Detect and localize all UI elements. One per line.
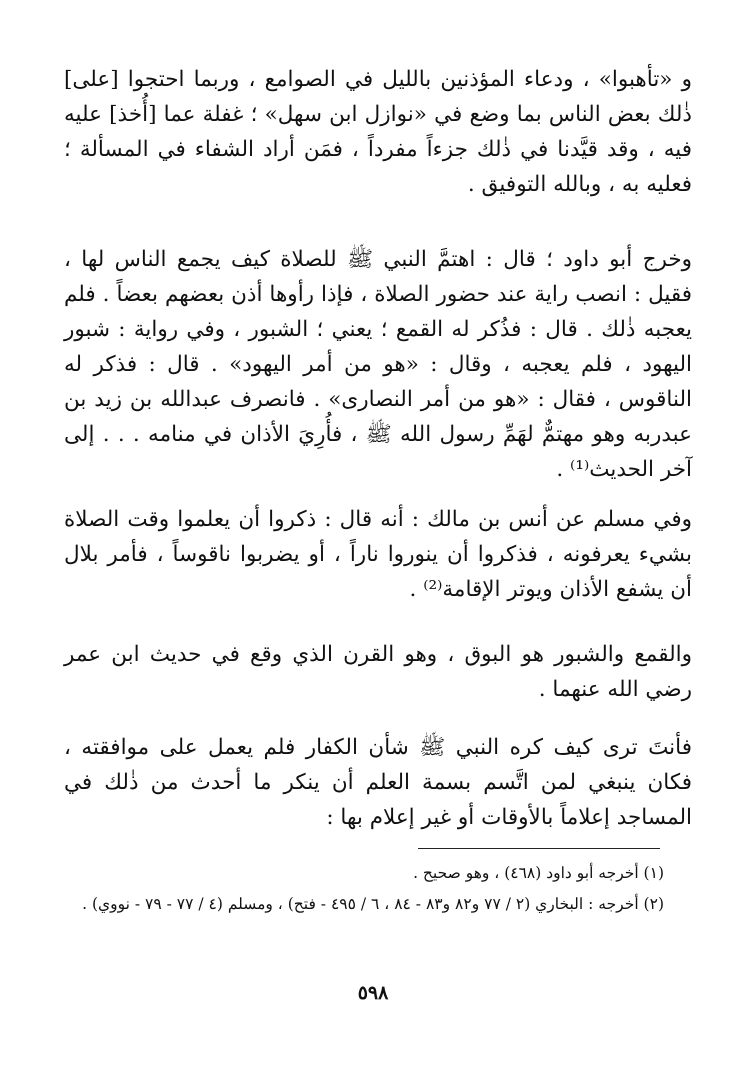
paragraph-5: فأنتَ ترى كيف كره النبي ﷺ شأن الكفار فلم يعمل على موافقته ، فكان ينبغي لمن اتَّسم بسمة العلم أن ينكر ما أحدث من ذٰلك في المساجد إعلاماً بالأوقات أو غير إعلام بها : xyxy=(64,735,692,830)
footnotes xyxy=(64,858,664,920)
paragraph-4: والقمع والشبور هو البوق ، وهو القرن الذي وقع في حديث ابن عمر رضي الله عنهما . xyxy=(64,642,692,702)
footnote-divider xyxy=(418,848,660,849)
paragraph-1: و «تأهبوا» ، ودعاء المؤذنين بالليل في الصوامع ، وربما احتجوا [على] ذٰلك بعض الناس بما وضع في «نوازل ابن سهل» ؛ غفلة عما [أُخذ] عليه فيه ، وقد قيَّدنا في ذٰلك جزءاً مفرداً ، فمَن أراد الشفاء في المسألة ؛ فعليه به ، وبالله التوفيق . xyxy=(64,67,692,197)
page-number: ٥٩٨ xyxy=(357,982,389,1004)
paragraph-3: وفي مسلم عن أنس بن مالك : أنه قال : ذكروا أن يعلموا وقت الصلاة بشيء يعرفونه ، فذكروا أن ينوروا ناراً ، أو يضربوا ناقوساً ، فأمر بلال أن يشفع الأذان ويوتر الإقامة⁽²⁾ . xyxy=(64,507,692,602)
paragraph-2: وخرج أبو داود ؛ قال : اهتمَّ النبي ﷺ للصلاة كيف يجمع الناس لها ، فقيل : انصب راية عند حضور الصلاة ، فإذا رأوها أذن بعضهم بعضاً . فلم يعجبه ذٰلك . قال : فذُكر له القمع ؛ يعني ؛ الشبور ، وفي رواية : شبور اليهود ، فلم يعجبه ، وقال : «هو من أمر اليهود» . قال : فذكر له الناقوس ، فقال : «هو من أمر النصارى» . فانصرف عبدالله بن زيد بن عبدربه وهو مهتمٌّ لهَمِّ رسول الله ﷺ ، فأُرِيَ الأذان في منامه . . . إلى آخر الحديث⁽¹⁾ . xyxy=(64,247,692,482)
footnote-2: (٢) أخرجه : البخاري (٢ / ٧٧ و٨٢ و٨٣ - ٨٤ ، ٦ / ٤٩٥ - فتح) ، ومسلم (٤ / ٧٧ - ٧٩ - نووي) . xyxy=(82,895,664,913)
footnote-1: (١) أخرجه أبو داود (٤٦٨) ، وهو صحيح . xyxy=(413,864,664,882)
